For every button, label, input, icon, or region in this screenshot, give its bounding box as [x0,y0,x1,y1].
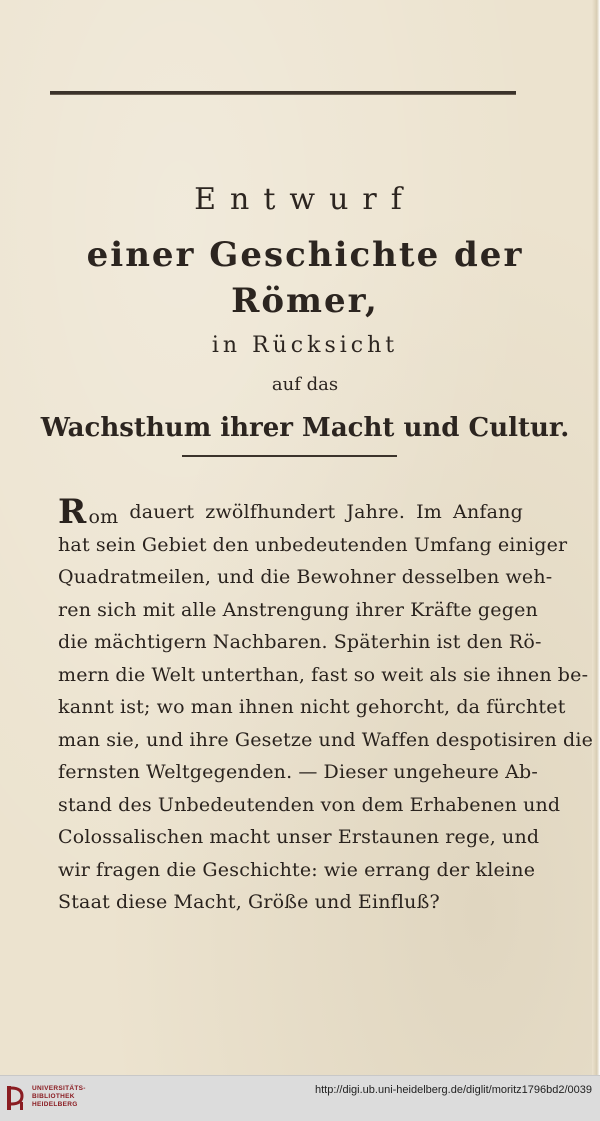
text-line: hat sein Gebiet den unbedeutenden Umfang einiger [58,533,568,556]
title-line-4: auf das [271,374,339,395]
library-logo-text: UNIVERSITÄTS- BIBLIOTHEK HEIDELBERG [32,1085,86,1108]
text-line: fernsten Weltgegenden. — Dieser ungeheure Ab- [58,761,539,783]
middle-rule [182,455,397,457]
page-edge [592,0,600,1075]
library-logo-icon [6,1084,28,1112]
title-line-1: Entwurf [194,182,416,217]
title-block [40,180,570,446]
text-line: ren sich mit alle Anstrengung ihrer Kräfte gegen [58,598,538,621]
top-rule [50,91,516,95]
viewer-footer [0,1075,600,1121]
text-line: Quadratmeilen, und die Bewohner desselben weh- [58,566,553,588]
text-line: kannt ist; wo man ihnen nicht gehorcht, da fürchtet [58,696,566,718]
text-line: Colossalischen macht unser Erstaunen rege, und [58,826,540,848]
source-url[interactable]: http://digi.ub.uni-heidelberg.de/diglit/moritz1796bd2/0039 [314,1084,592,1096]
text-line: Staat diese Macht, Größe und Einfluß? [58,891,440,913]
drop-cap: R [58,492,87,532]
text-line: stand des Unbedeutenden von dem Erhabenen und [58,793,561,816]
text-line: Rom dauert zwölfhundert Jahre. Im Anfang [58,492,523,532]
text-line: wir fragen die Geschichte: wie errang der kleine [58,858,536,881]
title-line-2: einer Geschichte der Römer, [86,235,524,321]
text-line: mern die Welt unterthan, fast so weit als sie ihnen be- [58,663,589,686]
title-line-3: in Rücksicht [211,333,399,358]
title-line-5: Wachsthum ihrer Macht und Cultur. [40,413,570,443]
text-line: die mächtigern Nachbaren. Späterhin ist den Rö- [58,631,542,653]
body-paragraph [58,492,594,919]
text-line: man sie, und ihre Gesetze und Waffen despotisiren die [58,728,594,751]
